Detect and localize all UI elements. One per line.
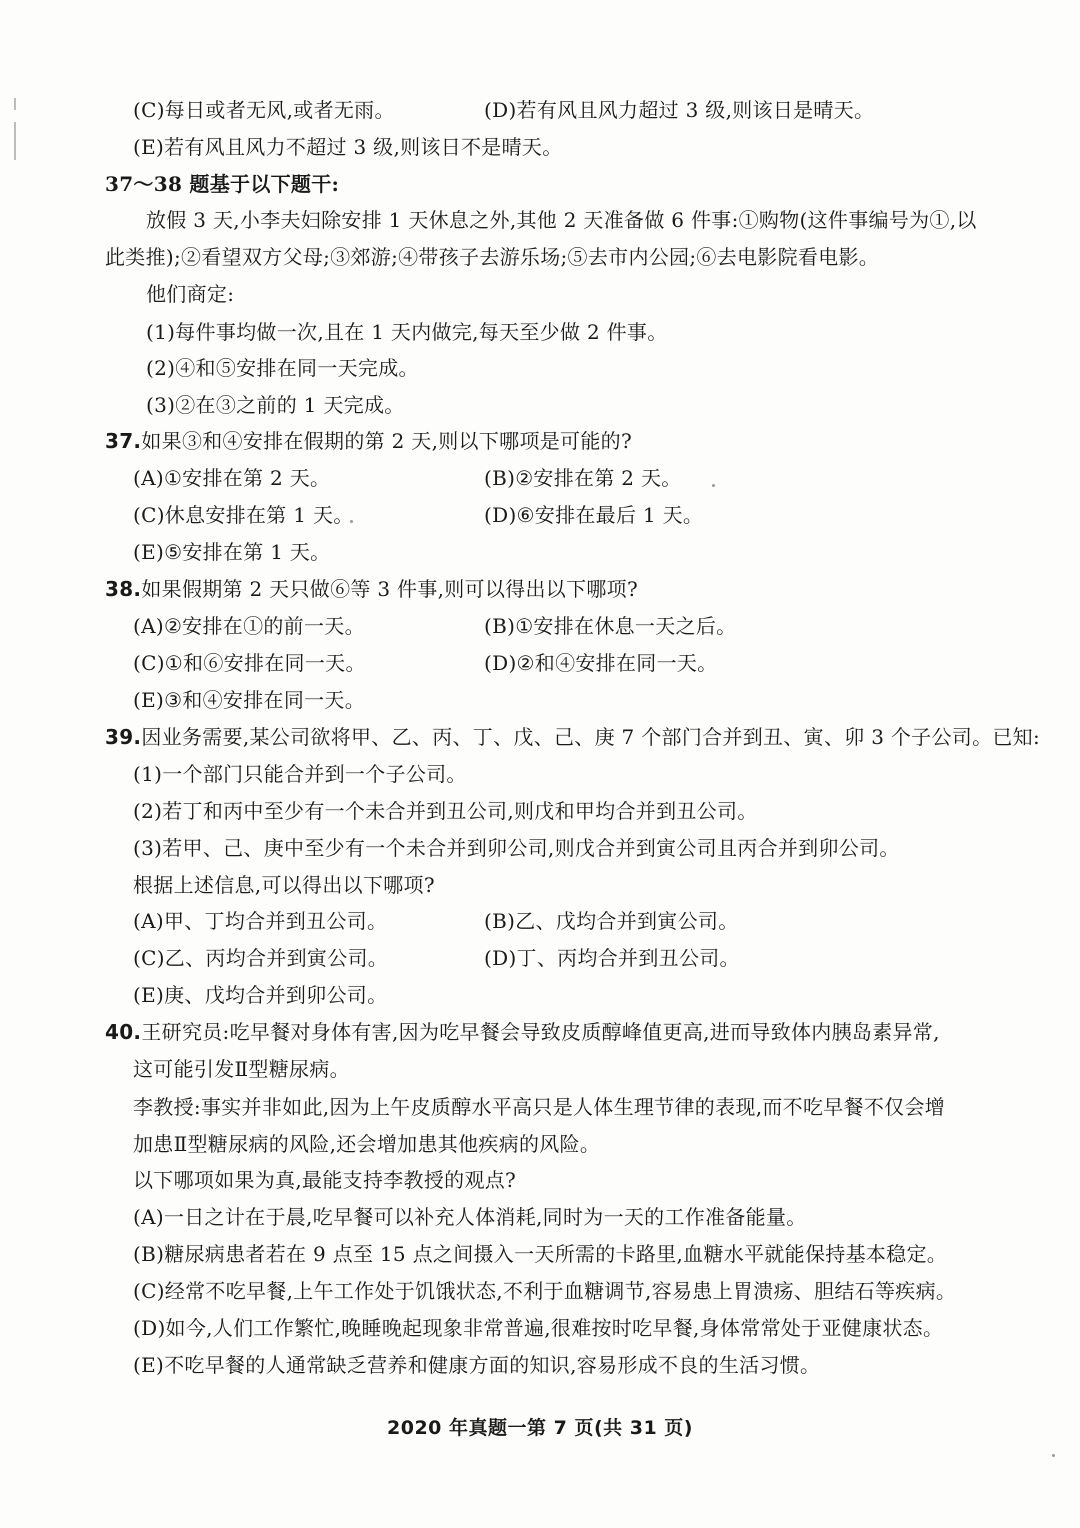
question-text-cont: 这可能引发Ⅱ型糖尿病。 bbox=[133, 1057, 350, 1081]
option-c: (C)经常不吃早餐,上午工作处于饥饿状态,不利于血糖调节,容易患上胃溃疡、胆结石等疾病。 bbox=[133, 1279, 957, 1303]
question-number: 40. bbox=[105, 1020, 142, 1044]
condition-2: (2)④和⑤安排在同一天完成。 bbox=[146, 356, 419, 380]
option-e: (E)⑤安排在第 1 天。 bbox=[133, 540, 331, 564]
condition-3: (3)②在③之前的 1 天完成。 bbox=[146, 393, 405, 417]
option-c: (C)①和⑥安排在同一天。 bbox=[133, 651, 366, 675]
option-e: (E)不吃早餐的人通常缺乏营养和健康方面的知识,容易形成不良的生活习惯。 bbox=[133, 1353, 821, 1377]
page-footer: 2020 年真题一第 7 页(共 31 页) bbox=[387, 1417, 693, 1439]
option-d: (D)②和④安排在同一天。 bbox=[484, 651, 718, 675]
question-text: 因业务需要,某公司欲将甲、乙、丙、丁、戊、己、庚 7 个部门合并到丑、寅、卯 3 个子公司。已知: bbox=[141, 725, 1041, 749]
section-heading: 37～38 题基于以下题干: bbox=[105, 172, 340, 196]
condition-1: (1)一个部门只能合并到一个子公司。 bbox=[133, 762, 467, 786]
question-number: 37. bbox=[105, 429, 142, 453]
question-number: 39. bbox=[105, 725, 142, 749]
question-text: 王研究员:吃早餐对身体有害,因为吃早餐会导致皮质醇峰值更高,进而导致体内胰岛素异常, bbox=[141, 1020, 940, 1044]
option-c: (C)休息安排在第 1 天。 bbox=[133, 503, 354, 527]
option-a: (A)②安排在①的前一天。 bbox=[133, 614, 365, 638]
option-a: (A)一日之计在于晨,吃早餐可以补充人体消耗,同时为一天的工作准备能量。 bbox=[133, 1205, 807, 1229]
option-c-q36: (C)每日或者无风,或者无雨。 bbox=[133, 98, 395, 122]
question-text: 如果③和④安排在假期的第 2 天,则以下哪项是可能的? bbox=[141, 429, 632, 453]
question-number: 38. bbox=[105, 577, 142, 601]
option-b: (B)①安排在休息一天之后。 bbox=[484, 614, 737, 638]
condition-1: (1)每件事均做一次,且在 1 天内做完,每天至少做 2 件事。 bbox=[146, 320, 668, 344]
option-b: (B)②安排在第 2 天。 bbox=[484, 466, 682, 490]
option-a: (A)①安排在第 2 天。 bbox=[133, 466, 331, 490]
question-40 bbox=[105, 1018, 940, 1046]
question-text: 如果假期第 2 天只做⑥等 3 件事,则可以得出以下哪项? bbox=[141, 577, 639, 601]
margin-mark bbox=[14, 98, 16, 110]
condition-3: (3)若甲、己、庚中至少有一个未合并到卯公司,则戊合并到寅公司且丙合并到卯公司。 bbox=[133, 836, 900, 860]
question-37 bbox=[105, 427, 632, 455]
option-e: (E)③和④安排在同一天。 bbox=[133, 688, 366, 712]
scan-speck bbox=[1052, 1454, 1055, 1457]
question-text-cont: 加患Ⅱ型糖尿病的风险,还会增加患其他疾病的风险。 bbox=[133, 1132, 601, 1156]
stem-paragraph-line: 此类推);②看望双方父母;③郊游;④带孩子去游乐场;⑤去市内公园;⑥去电影院看电影。 bbox=[105, 245, 880, 269]
question-39 bbox=[105, 723, 1040, 751]
option-b: (B)糖尿病患者若在 9 点至 15 点之间摄入一天所需的卡路里,血糖水平就能保持基本稳定。 bbox=[133, 1242, 948, 1266]
option-d: (D)丁、丙均合并到丑公司。 bbox=[484, 946, 740, 970]
question-prompt: 以下哪项如果为真,最能支持李教授的观点? bbox=[133, 1168, 517, 1192]
stem-paragraph-line: 放假 3 天,小李夫妇除安排 1 天休息之外,其他 2 天准备做 6 件事:①购物(这件事编号为①,以 bbox=[146, 208, 977, 232]
option-e-q36: (E)若有风且风力不超过 3 级,则该日不是晴天。 bbox=[133, 135, 563, 159]
stem-paragraph-line: 他们商定: bbox=[146, 282, 235, 306]
question-prompt: 根据上述信息,可以得出以下哪项? bbox=[133, 873, 435, 897]
option-a: (A)甲、丁均合并到丑公司。 bbox=[133, 909, 388, 933]
scan-speck bbox=[712, 484, 715, 487]
condition-2: (2)若丁和丙中至少有一个未合并到丑公司,则戊和甲均合并到丑公司。 bbox=[133, 799, 758, 823]
option-d: (D)如今,人们工作繁忙,晚睡晚起现象非常普遍,很难按时吃早餐,身体常常处于亚健康状态。 bbox=[133, 1316, 944, 1340]
margin-mark bbox=[14, 122, 16, 160]
option-c: (C)乙、丙均合并到寅公司。 bbox=[133, 946, 389, 970]
option-b: (B)乙、戊均合并到寅公司。 bbox=[484, 909, 739, 933]
option-d: (D)⑥安排在最后 1 天。 bbox=[484, 503, 704, 527]
question-38 bbox=[105, 575, 638, 603]
option-d-q36: (D)若有风且风力超过 3 级,则该日是晴天。 bbox=[484, 98, 875, 122]
question-text-cont: 李教授:事实并非如此,因为上午皮质醇水平高只是人体生理节律的表现,而不吃早餐不仅会增 bbox=[133, 1095, 946, 1119]
option-e: (E)庚、戊均合并到卯公司。 bbox=[133, 983, 388, 1007]
